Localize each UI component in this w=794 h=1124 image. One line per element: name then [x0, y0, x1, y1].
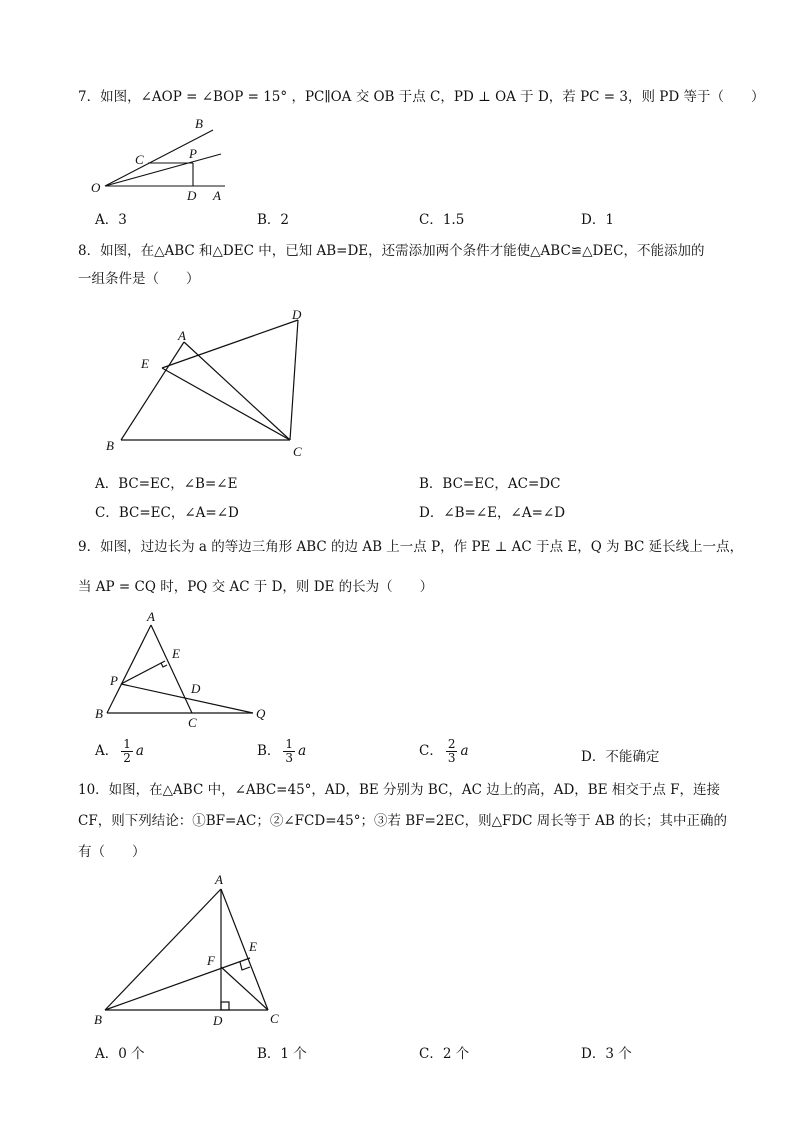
q8-option-c[interactable]: C．BC=EC，∠A=∠D [95, 505, 239, 521]
q7-option-b[interactable]: B．2 [257, 212, 290, 228]
q8-figure [100, 300, 320, 465]
q9-option-c-var: a [460, 743, 469, 759]
q7-option-d[interactable]: D．1 [581, 212, 614, 228]
q8-option-b[interactable]: B．BC=EC，AC=DC [419, 476, 561, 492]
q8-stem-line2: 一组条件是（ ） [78, 271, 200, 287]
q9-option-a-num: 1 [123, 737, 131, 751]
q9-label-D: D [191, 681, 201, 696]
q9-label-Q: Q [256, 706, 266, 721]
q9-option-b-num: 1 [285, 737, 294, 751]
q9-label-C: C [188, 715, 197, 730]
q9-option-b-den: 3 [285, 751, 294, 765]
q10-option-b[interactable]: B．1 个 [257, 1046, 307, 1062]
q8-label-B: B [106, 438, 114, 453]
q9-stem-line2: 当 AP = CQ 时，PQ 交 AC 于 D，则 DE 的长为（ ） [78, 579, 434, 595]
q10-option-c[interactable]: C．2 个 [419, 1046, 470, 1062]
q7-label-A: A [213, 188, 221, 203]
q8-label-E: E [141, 356, 149, 371]
q9-option-c-num: 2 [447, 737, 456, 751]
q10-figure [90, 868, 290, 1030]
q10-option-d[interactable]: D．3 个 [581, 1046, 632, 1062]
q7-label-D: D [187, 188, 197, 203]
q9-option-d[interactable]: D．不能确定 [581, 749, 660, 765]
q9-option-b-var: a [298, 743, 307, 759]
q9-option-a-den: 2 [123, 751, 131, 765]
q7-option-c[interactable]: C．1.5 [419, 212, 465, 228]
q7-label-B: B [195, 116, 203, 131]
q7-label-C: C [135, 152, 144, 167]
q9-option-c-fraction [446, 738, 458, 765]
q9-option-b-fraction [283, 738, 295, 765]
q9-option-a-prefix: A． [95, 743, 119, 759]
q8-label-A: A [178, 328, 186, 343]
q9-label-A: A [147, 609, 155, 624]
q9-figure [90, 605, 280, 730]
q8-stem-line1: 8．如图，在△ABC 和△DEC 中，已知 AB=DE，还需添加两个条件才能使△ABC≌△DEC，不能添加的 [78, 243, 705, 259]
q10-label-E: E [249, 939, 257, 954]
q10-label-D: D [213, 1013, 223, 1028]
q9-label-E: E [172, 646, 180, 661]
q9-label-B: B [95, 706, 103, 721]
q9-label-P: P [110, 673, 118, 688]
q7-option-a[interactable]: A．3 [95, 212, 127, 228]
q9-option-a[interactable] [95, 738, 144, 765]
q10-label-B: B [94, 1012, 102, 1027]
q10-option-a[interactable]: A．0 个 [95, 1046, 145, 1062]
q9-option-a-fraction [121, 738, 133, 765]
q10-label-C: C [270, 1011, 279, 1026]
q7-label-O: O [91, 180, 101, 195]
q7-stem: 7．如图，∠AOP = ∠BOP = 15° ，PC∥OA 交 OB 于点 C，PD ⊥ OA 于 D，若 PC = 3，则 PD 等于（ ） [78, 89, 765, 105]
q9-option-c[interactable] [419, 738, 469, 765]
q9-option-b-prefix: B． [257, 743, 281, 759]
q8-option-d[interactable]: D．∠B=∠E，∠A=∠D [419, 505, 566, 521]
q9-option-a-var: a [135, 743, 144, 759]
q7-label-P: P [189, 146, 197, 161]
q8-option-a[interactable]: A．BC=EC，∠B=∠E [95, 476, 238, 492]
q9-option-b[interactable] [257, 738, 306, 765]
q10-stem-line1: 10．如图，在△ABC 中，∠ABC=45°，AD，BE 分别为 BC，AC 边上的高，AD，BE 相交于点 F，连接 [78, 782, 721, 798]
q10-label-A: A [215, 872, 223, 887]
q8-label-D: D [292, 307, 302, 322]
q9-option-c-prefix: C． [419, 743, 443, 759]
q7-figure [85, 112, 235, 204]
q10-stem-line2: CF，则下列结论：①BF=AC；②∠FCD=45°；③若 BF=2EC，则△FDC 周长等于 AB 的长；其中正确的 [78, 813, 728, 829]
q10-stem-line3: 有（ ） [78, 844, 146, 860]
q8-label-C: C [293, 444, 302, 459]
q9-option-c-den: 3 [447, 751, 456, 765]
q9-stem-line1: 9．如图，过边长为 a 的等边三角形 ABC 的边 AB 上一点 P，作 PE ⊥ AC 于点 E，Q 为 BC 延长线上一点， [78, 539, 744, 555]
q10-label-F: F [207, 953, 215, 968]
